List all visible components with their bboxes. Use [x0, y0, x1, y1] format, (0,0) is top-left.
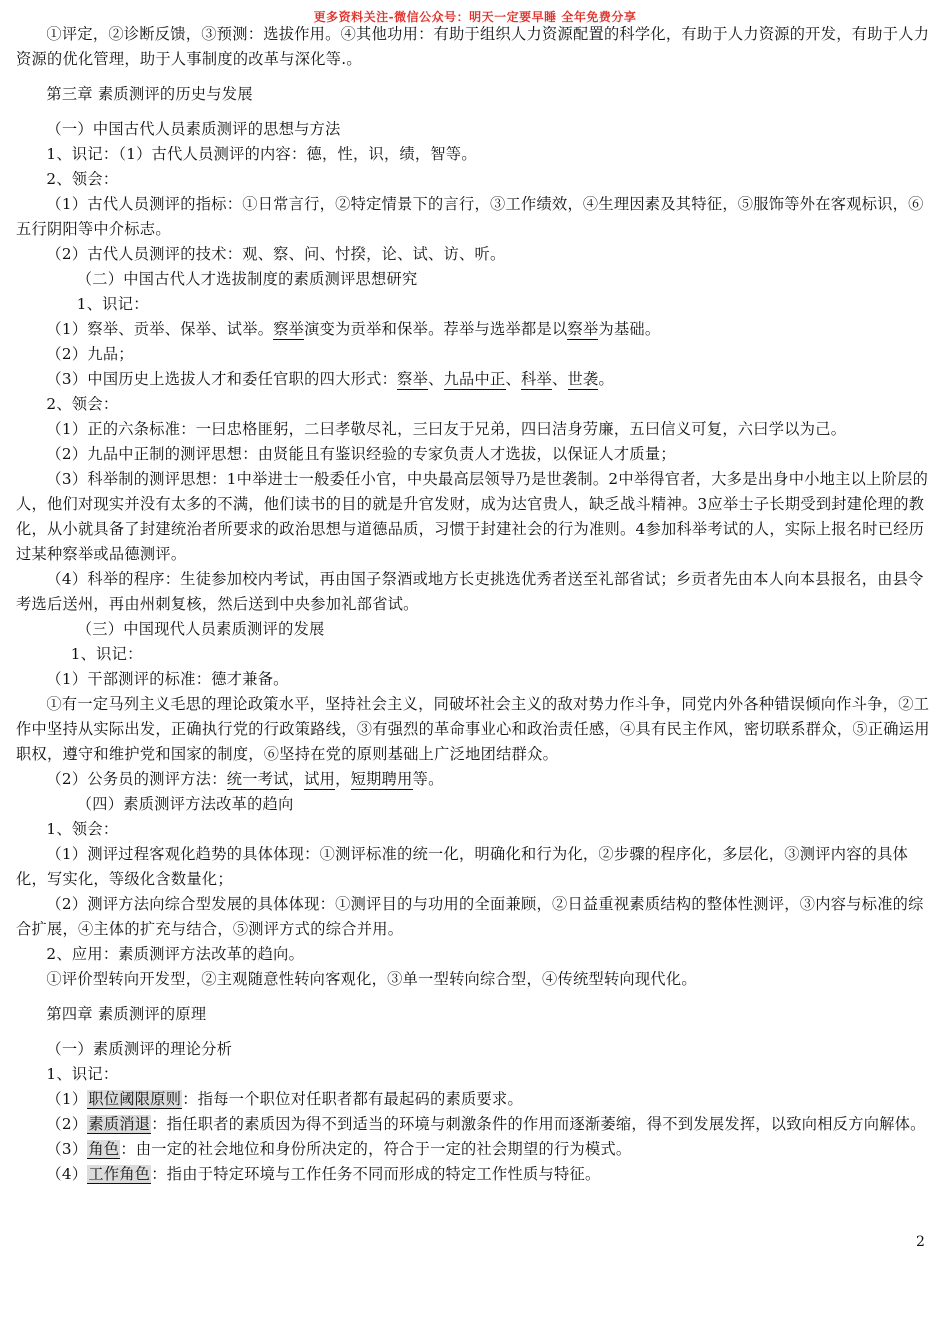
highlighted-term: 职位阈限原则	[88, 1090, 182, 1108]
section-3-3-identify-item-1: （1）干部测评的标准：德才兼备。	[46, 670, 289, 688]
section-3-3-title: （三）中国现代人员素质测评的发展	[76, 620, 325, 638]
text-segment: 等。	[412, 770, 444, 788]
section-3-3-identify: 1、识记：	[70, 645, 143, 663]
section-3-2-comprehend-item-2: （2）九品中正制的测评思想：由贤能且有鉴识经验的专家负责人才选拔，以保证人才质量；	[46, 445, 676, 463]
section-3-2-title: （二）中国古代人才选拔制度的素质测评思想研究	[76, 270, 418, 288]
section-3-4-comprehend-item-1: （1）测评过程客观化趋势的具体体现：①测评标准的统一化，明确化和行为化，②步骤的程序化，多层化，③测评内容的具体化，写实化，等级化含数量化；	[16, 845, 909, 888]
underlined-term: 统一考试	[226, 770, 289, 788]
document-body	[16, 22, 934, 1187]
section-3-2-comprehend: 2、领会：	[46, 395, 119, 413]
highlighted-term: 角色	[88, 1140, 120, 1158]
underlined-term: 九品中正	[443, 370, 506, 388]
text-segment: （3）	[46, 1140, 88, 1158]
highlighted-term: 素质消退	[88, 1115, 151, 1133]
section-4-1-item-1	[16, 1087, 934, 1112]
section-4-1-item-2	[16, 1112, 934, 1137]
text-segment: 、	[552, 370, 568, 388]
text-segment: ：指每一个职位对任职者都有最起码的素质要求。	[182, 1090, 524, 1108]
page-header-banner: 更多资料关注-微信公众号：明天一定要早睡 全年免费分享	[313, 10, 637, 24]
section-4-1-identify: 1、识记：	[46, 1065, 119, 1083]
section-3-1-title: （一）中国古代人员素质测评的思想与方法	[46, 120, 341, 138]
section-3-2-comprehend-item-4: （4）科举的程序：生徒参加校内考试，再由国子祭酒或地方长吏挑选优秀者送至礼部省试；乡贡者先由本人向本县报名，由县令考选后送州，再由州刺复核，然后送到中央参加礼部省试。	[16, 570, 924, 613]
section-3-1-comprehend: 2、领会：	[46, 170, 119, 188]
section-3-1-identify: 1、识记：（1）古代人员测评的内容：德，性，识，绩，智等。	[46, 145, 477, 163]
text-segment: ：指任职者的素质因为得不到适当的环境与刺激条件的作用而逐渐萎缩，得不到发展发挥，以致向相反方向解体。	[151, 1115, 926, 1133]
section-3-4-title: （四）素质测评方法改革的趋向	[76, 795, 294, 813]
section-3-2-identify: 1、识记：	[76, 295, 149, 313]
underlined-term: 察举	[273, 320, 305, 338]
section-4-1-title: （一）素质测评的理论分析	[46, 1040, 233, 1058]
section-3-2-identify-item-3	[16, 367, 934, 392]
text-segment: （3）中国历史上选拔人才和委任官职的四大形式：	[46, 370, 398, 388]
text-segment: （4）	[46, 1165, 88, 1183]
text-segment: 演变为贡举和保举。荐举与选举都是以	[304, 320, 568, 338]
underlined-term: 察举	[567, 320, 599, 338]
underlined-term: 试用	[304, 770, 336, 788]
section-3-3-cadre-criteria: ①有一定马列主义毛思的理论政策水平，坚持社会主义，同破坏社会主义的敌对势力作斗争，同党内外各种错误倾向作斗争，②工作中坚持从实际出发，正确执行党的行政策路线，③有强烈的革命事业心和政治责任感，④具有民主作风，密切联系群众，⑤正确运用职权，遵守和维护党和国家的制度，⑥坚持在党的原则基础上广泛地团结群众。	[16, 695, 930, 763]
text-segment: （1）	[46, 1090, 88, 1108]
section-4-1-item-4	[16, 1162, 934, 1187]
text-segment: ，	[288, 770, 305, 788]
section-3-2-identify-item-2: （2）九品；	[46, 345, 134, 363]
section-3-4-comprehend: 1、领会：	[46, 820, 119, 838]
underlined-term: 世袭	[567, 370, 599, 388]
section-3-1-comprehend-item-1: （1）古代人员测评的指标：①日常言行，②特定情景下的言行，③工作绩效，④生理因素及其特征，⑤服饰等外在客观标识，⑥五行阴阳等中介标志。	[16, 195, 924, 238]
underlined-term: 察举	[397, 370, 429, 388]
chapter-3-title: 第三章 素质测评的历史与发展	[46, 85, 253, 103]
highlighted-term: 工作角色	[88, 1165, 151, 1183]
text-segment: （2）公务员的测评方法：	[46, 770, 227, 788]
text-segment: ：指由于特定环境与工作任务不同而形成的特定工作性质与特征。	[151, 1165, 601, 1183]
text-segment: （2）	[46, 1115, 88, 1133]
text-segment: 。	[598, 370, 614, 388]
section-4-1-item-3	[16, 1137, 934, 1162]
text-segment: 、	[505, 370, 522, 388]
section-3-4-comprehend-item-2: （2）测评方法向综合型发展的具体体现：①测评目的与功用的全面兼顾，②日益重视素质结构的整体性测评，③内容与标准的综合扩展，④主体的扩充与结合，⑤测评方式的综合并用。	[16, 895, 924, 938]
page-number: 2	[916, 1234, 925, 1250]
text-segment: ，	[335, 770, 351, 788]
section-3-3-identify-item-2	[16, 767, 934, 792]
section-3-1-comprehend-item-2: （2）古代人员测评的技术：观、察、问、忖揆，论、试、访、听。	[46, 245, 506, 263]
chapter-4-title: 第四章 素质测评的原理	[46, 1005, 207, 1023]
section-3-2-comprehend-item-1: （1）正的六条标准：一曰忠格匪躬，二曰孝敬尽礼，三曰友于兄弟，四曰洁身劳廉，五曰信义可复，六曰学以为己。	[46, 420, 847, 438]
section-3-2-comprehend-item-3: （3）科举制的测评思想：1中举进士一般委任小官，中央最高层领导乃是世袭制。2中举得官者，大多是出身中小地主以上阶层的人，他们对现实并没有太多的不满，他们读书的目的就是升官发财，成为达官贵人，缺乏战斗精神。3应举士子长期受到封建伦理的教化，从小就具备了封建统治者所要求的政治思想与道德品质，习惯于封建社会的行为准则。4参加科举考试的人，实际上报名时已经历过某种察举或品德测评。	[16, 470, 929, 563]
text-segment: 、	[428, 370, 444, 388]
underlined-term: 短期聘用	[350, 770, 413, 788]
section-3-4-apply-detail: ①评价型转向开发型，②主观随意性转向客观化，③单一型转向综合型，④传统型转向现代化。	[46, 970, 697, 988]
underlined-term: 科举	[521, 370, 552, 388]
text-segment: 为基础。	[598, 320, 661, 338]
section-3-2-identify-item-1	[16, 317, 934, 342]
text-segment: （1）察举、贡举、保举、试举。	[46, 320, 274, 338]
paragraph-functions: ①评定，②诊断反馈，③预测：选拔作用。④其他功用：有助于组织人力资源配置的科学化，有助于人力资源的开发，有助于人力资源的优化管理，助于人事制度的改革与深化等.。	[16, 25, 930, 68]
section-3-4-apply: 2、应用：素质测评方法改革的趋向。	[46, 945, 305, 963]
text-segment: ：由一定的社会地位和身份所决定的，符合于一定的社会期望的行为模式。	[120, 1140, 632, 1158]
